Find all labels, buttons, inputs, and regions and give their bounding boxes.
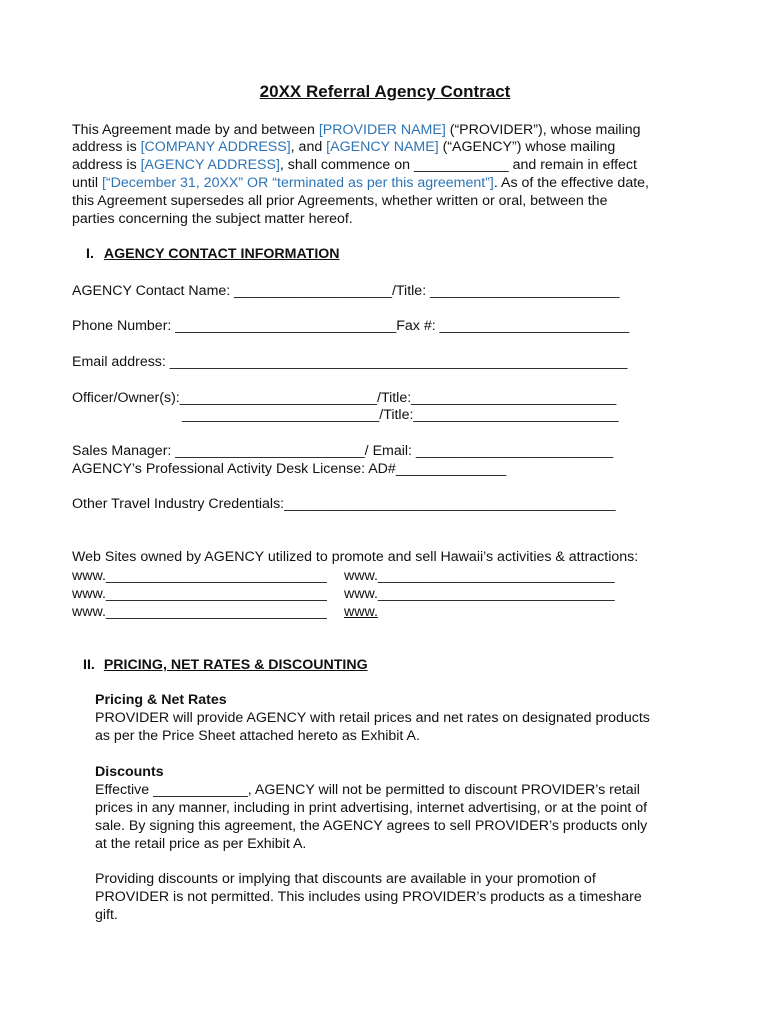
pricing-line-1: PROVIDER will provide AGENCY with retail prices and net rates on designated products xyxy=(95,710,650,726)
phone-fax-field: Phone Number: ____________________________Fax #: ________________________ xyxy=(72,318,629,334)
intro-line-5: this Agreement supersedes all prior Agreements, whether written or oral, between the xyxy=(72,193,608,209)
section-1-heading xyxy=(86,245,340,263)
end-date-placeholder: [“December 31, 20XX” OR “terminated as per this agreement”] xyxy=(101,175,494,191)
section-2-number: II. xyxy=(83,657,95,673)
website-left-3: www.____________________________ xyxy=(72,604,327,620)
intro-line-2: address is [COMPANY ADDRESS], and [AGENCY NAME] (“AGENCY”) whose mailing xyxy=(72,139,616,155)
website-left-2: www.____________________________ xyxy=(72,586,327,602)
section-1-number: I. xyxy=(86,246,94,262)
intro-line-6: parties concerning the subject matter hereof. xyxy=(72,211,353,227)
license-field: AGENCY’s Professional Activity Desk License: AD#______________ xyxy=(72,461,507,477)
providing-discounts-line-1: Providing discounts or implying that discounts are available in your promotion of xyxy=(95,871,596,887)
discounts-line-1: Effective ____________, AGENCY will not be permitted to discount PROVIDER’s retail xyxy=(95,782,640,798)
sales-manager-field: Sales Manager: ________________________/ Email: _________________________ xyxy=(72,443,614,459)
officer-owner-field-2: _________________________/Title:__________________________ xyxy=(182,407,619,423)
company-address-placeholder: [COMPANY ADDRESS] xyxy=(140,139,291,155)
intro-line-1: This Agreement made by and between [PROVIDER NAME] (“PROVIDER”), whose mailing xyxy=(72,122,641,138)
officer-owner-field-1: Officer/Owner(s):_________________________/Title:__________________________ xyxy=(72,390,617,406)
agency-name-placeholder: [AGENCY NAME] xyxy=(326,139,439,155)
pricing-line-2: as per the Price Sheet attached hereto as Exhibit A. xyxy=(95,728,420,744)
section-2-title: PRICING, NET RATES & DISCOUNTING xyxy=(103,657,368,673)
providing-discounts-line-3: gift. xyxy=(95,907,118,923)
website-right-3: www. xyxy=(344,604,378,620)
pricing-subheading: Pricing & Net Rates xyxy=(95,692,227,708)
email-field: Email address: __________________________________________________________ xyxy=(72,354,628,370)
provider-name-placeholder: [PROVIDER NAME] xyxy=(318,122,446,138)
discounts-line-4: at the retail price as per Exhibit A. xyxy=(95,836,307,852)
discounts-line-3: sale. By signing this agreement, the AGENCY agrees to sell PROVIDER’s products only xyxy=(95,818,648,834)
section-2-heading xyxy=(83,656,368,674)
websites-intro: Web Sites owned by AGENCY utilized to promote and sell Hawaii’s activities & attractions: xyxy=(72,549,639,565)
intro-line-4: until [“December 31, 20XX” OR “terminated as per this agreement”]. As of the effective date, xyxy=(72,175,649,191)
discounts-line-2: prices in any manner, including in print advertising, internet advertising, or at the point of xyxy=(95,800,648,816)
section-1-title: AGENCY CONTACT INFORMATION xyxy=(103,246,340,262)
agency-address-placeholder: [AGENCY ADDRESS] xyxy=(140,157,280,173)
website-left-1: www.____________________________ xyxy=(72,568,327,584)
intro-line-3: address is [AGENCY ADDRESS], shall commence on ____________ and remain in effect xyxy=(72,157,637,173)
discounts-subheading: Discounts xyxy=(95,764,164,780)
credentials-field: Other Travel Industry Credentials:__________________________________________ xyxy=(72,496,616,512)
website-right-2: www.______________________________ xyxy=(344,586,615,602)
document-title: 20XX Referral Agency Contract xyxy=(259,82,511,101)
website-right-1: www.______________________________ xyxy=(344,568,615,584)
contact-name-field: AGENCY Contact Name: ____________________/Title: ________________________ xyxy=(72,283,620,299)
providing-discounts-line-2: PROVIDER is not permitted. This includes using PROVIDER’s products as a timeshare xyxy=(95,889,642,905)
